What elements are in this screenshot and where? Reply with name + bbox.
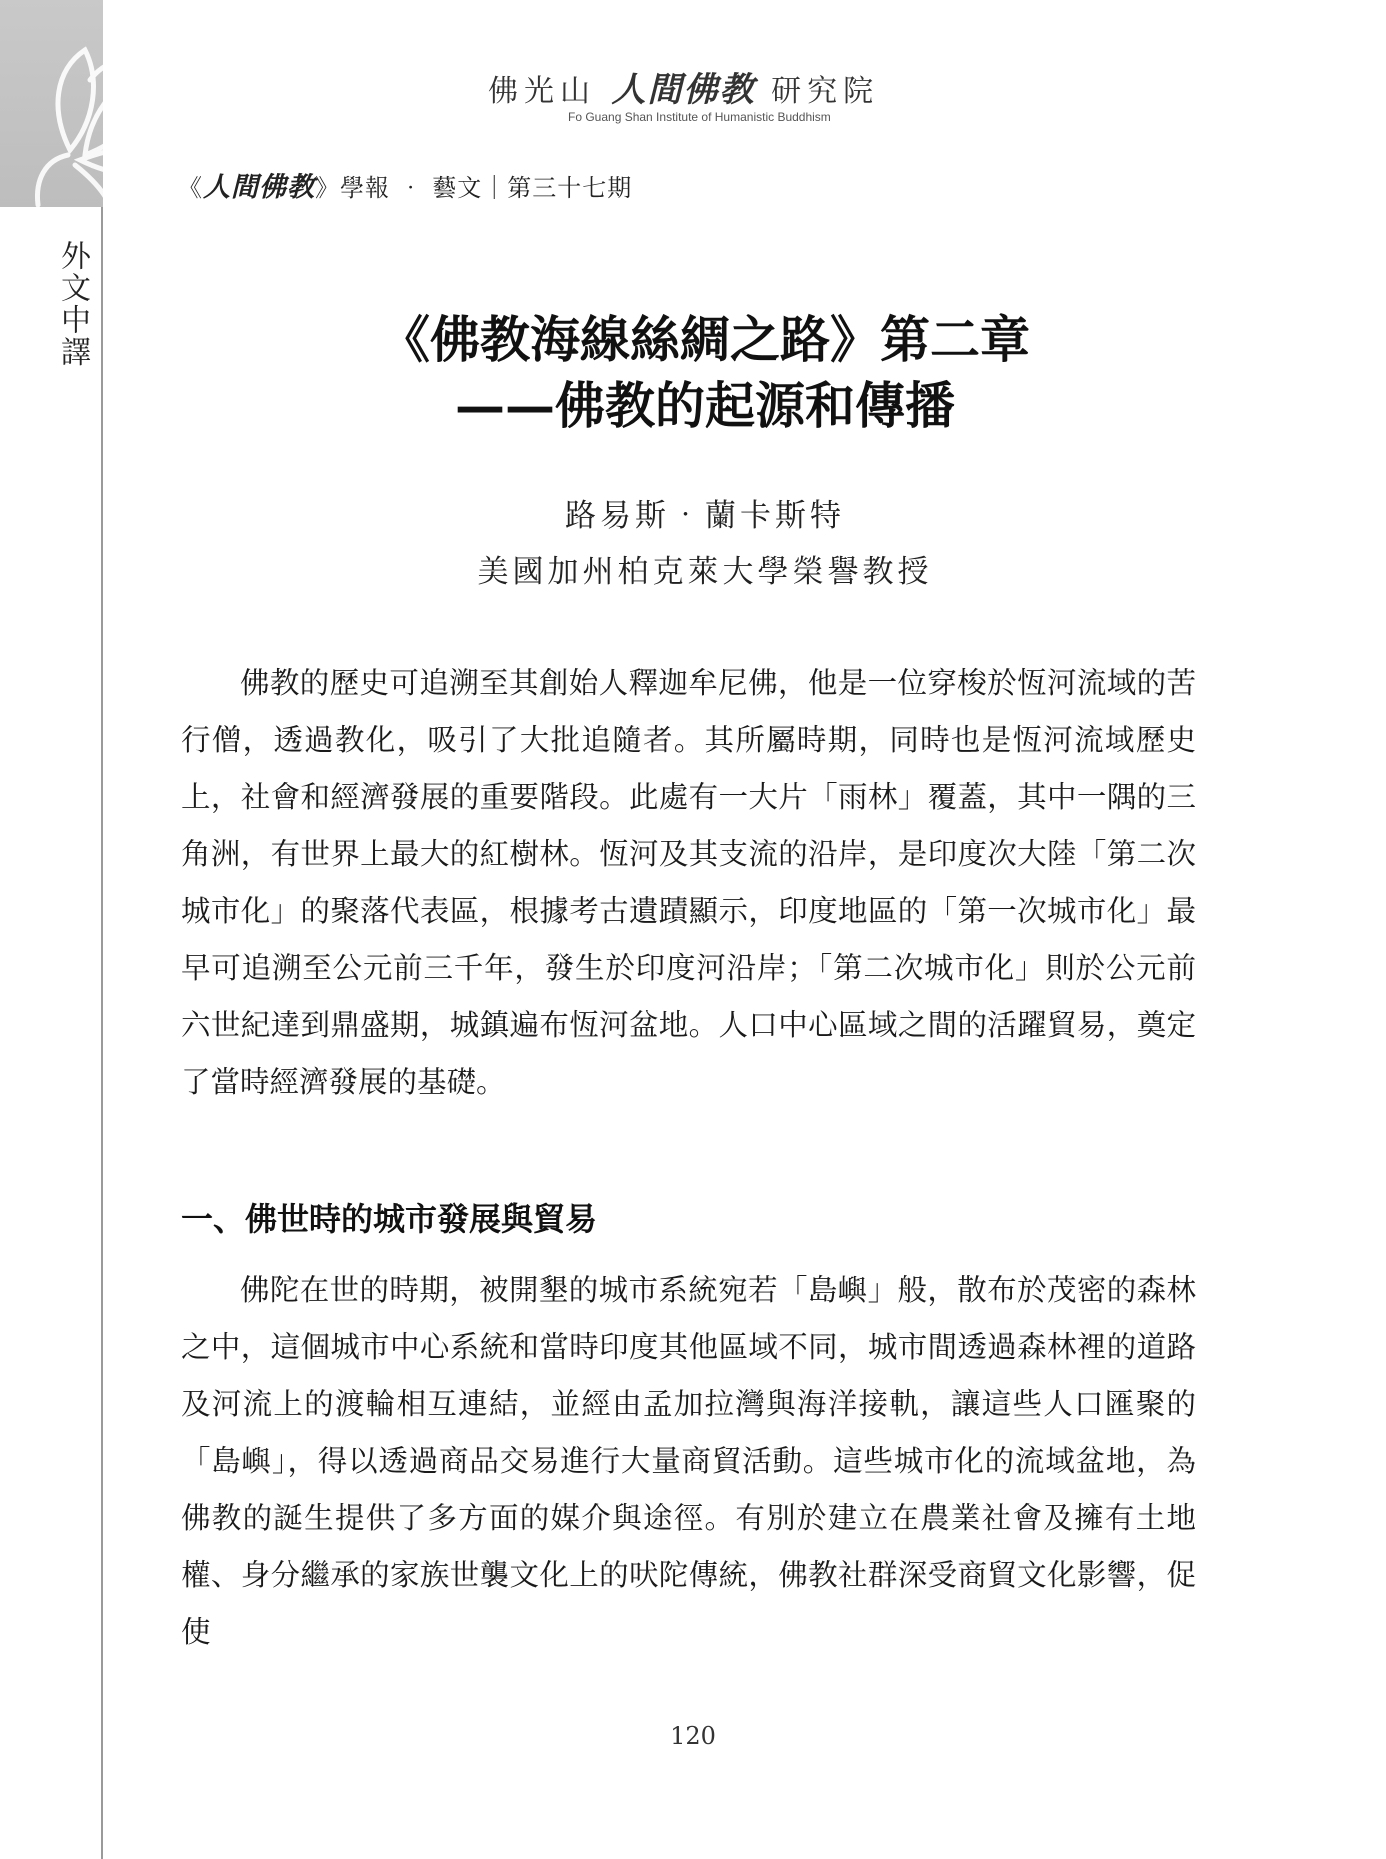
institute-script-logo: 人間佛教	[611, 70, 756, 110]
section-heading: 一、佛世時的城市發展與貿易	[181, 1200, 598, 1238]
author-name: 路易斯‧蘭卡斯特	[565, 498, 845, 534]
section-category-label: 外文中譯	[55, 240, 90, 368]
page-number	[0, 1722, 1386, 1750]
institute-suffix: 研究院	[771, 74, 880, 109]
article-subtitle: ——佛教的起源和傳播	[455, 376, 955, 435]
institute-prefix: 佛光山	[488, 74, 596, 109]
body-paragraph: 佛教的歷史可追溯至其創始人釋迦牟尼佛，他是一位穿梭於恆河流域的苦行僧，透過教化，吸引了大批追隨者。其所屬時期，同時也是恆河流域歷史上，社會和經濟發展的重要階段。此處有一大片「雨林」覆蓋，其中一隅的三角洲，有世界上最大的紅樹林。恆河及其支流的沿岸，是印度次大陸「第二次城市化」的聚落代表區，根據考古遺蹟顯示，印度地區的「第一次城市化」最早可追溯至公元前三千年，發生於印度河沿岸；「第二次城市化」則於公元前六世紀達到鼎盛期，城鎮遍布恆河盆地。人口中心區域之間的活躍貿易，奠定了當時經濟發展的基礎。	[181, 666, 1196, 1099]
journal-open-bracket: 《	[178, 174, 203, 202]
author-affiliation: 美國加州柏克萊大學榮譽教授	[477, 554, 933, 590]
institute-name	[488, 62, 908, 111]
running-header	[178, 165, 632, 204]
institute-english-name: Fo Guang Shan Institute of Humanistic Buddhism	[568, 110, 831, 124]
body-paragraph: 佛陀在世的時期，被開墾的城市系統宛若「島嶼」般，散布於茂密的森林之中，這個城市中心系統和當時印度其他區域不同，城市間透過森林裡的道路及河流上的渡輪相互連結，並經由孟加拉灣與海洋接軌，讓這些人口匯聚的「島嶼」，得以透過商品交易進行大量商貿活動。這些城市化的流域盆地，為佛教的誕生提供了多方面的媒介與途徑。有別於建立在農業社會及擁有土地權、身分繼承的家族世襲文化上的吠陀傳統，佛教社群深受商貿文化影響，促使	[181, 1273, 1196, 1649]
article-title: 《佛教海線絲綢之路》第二章	[380, 310, 1030, 369]
page-number-value: 120	[670, 1722, 716, 1750]
margin-rule	[101, 207, 103, 1859]
journal-issue: 》學報 ‧ 藝文｜第三十七期	[315, 174, 633, 202]
journal-script-name: 人間佛教	[203, 172, 315, 203]
